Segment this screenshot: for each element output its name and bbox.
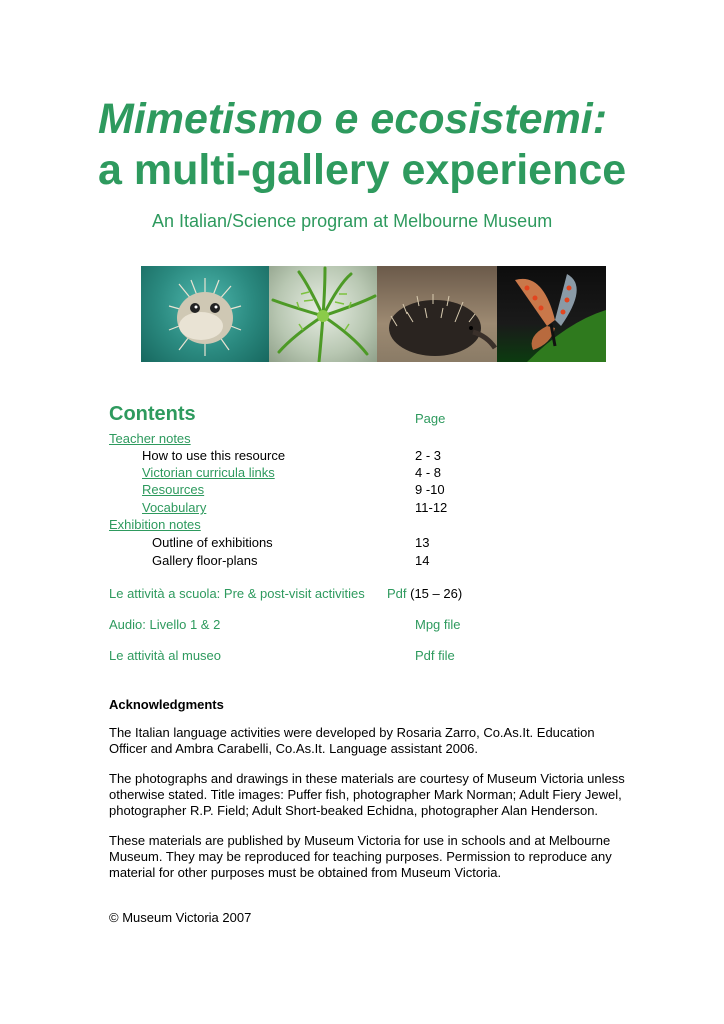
copyright: © Museum Victoria 2007 — [109, 910, 252, 925]
subtitle: An Italian/Science program at Melbourne Museum — [152, 211, 553, 231]
toc-link-teacher-notes[interactable]: Teacher notes — [109, 431, 191, 446]
toc-page-curricula: 4 - 8 — [415, 465, 442, 480]
toc-link-curricula[interactable]: Victorian curricula links — [142, 465, 275, 480]
ack-paragraph-1: The Italian language activities were developed by Rosaria Zarro, Co.As.It. Education Officer and Ambra Carabelli, Co.As.It. Language assistant 2006. — [109, 725, 595, 756]
acknowledgments-heading: Acknowledgments — [109, 697, 224, 712]
toc-page-vocabulary: 11-12 — [415, 500, 448, 515]
page-column-heading: Page — [415, 411, 446, 426]
puffer-fish-image — [141, 266, 269, 362]
pdf-label[interactable]: Pdf — [387, 586, 407, 601]
toc-link-resources[interactable]: Resources — [142, 482, 205, 497]
toc-item-outline: Outline of exhibitions — [152, 535, 273, 550]
toc-file-attivita-museo[interactable]: Pdf file — [415, 648, 455, 663]
toc-item-attivita-scuola[interactable]: Le attività a scuola: Pre & post-visit activities — [109, 586, 365, 601]
butterfly-image — [497, 266, 606, 362]
toc-file-audio[interactable]: Mpg file — [415, 617, 461, 632]
ack-paragraph-2: The photographs and drawings in these materials are courtesy of Museum Victoria unless otherwise stated. Title images: Puffer fish, photographer Mark Norman; Adult Fiery Jewel, photographer R.P. Field; Adult Short-beaked Echidna, photographer Alan Henderson. — [109, 771, 625, 818]
fern-image — [269, 266, 377, 362]
toc-item-attivita-museo[interactable]: Le attività al museo — [109, 648, 222, 663]
toc-item-floor-plans: Gallery floor-plans — [152, 553, 258, 568]
toc-link-vocabulary[interactable]: Vocabulary — [142, 500, 207, 515]
ack-paragraph-3: These materials are published by Museum Victoria for use in schools and at Melbourne Museum. They may be reproduced for teaching purposes. Permission to reproduce any material for other purposes must be obtained from Museum Victoria. — [109, 833, 612, 880]
echidna-image — [377, 266, 497, 362]
toc-item-how-to-use: How to use this resource — [142, 448, 286, 463]
toc-page-attivita-scuola — [387, 586, 462, 602]
toc-page-how-to-use: 2 - 3 — [415, 448, 442, 463]
title-line-1: Mimetismo e ecosistemi: — [98, 95, 608, 143]
contents-heading: Contents — [109, 403, 196, 425]
toc-page-floor-plans: 14 — [415, 553, 430, 568]
toc-page-outline: 13 — [415, 535, 430, 550]
toc-item-audio[interactable]: Audio: Livello 1 & 2 — [109, 617, 221, 632]
title-line-2: a multi-gallery experience — [98, 146, 627, 194]
toc-page-resources: 9 -10 — [415, 482, 445, 497]
toc-link-exhibition-notes[interactable]: Exhibition notes — [109, 517, 201, 532]
page-range: (15 – 26) — [406, 586, 463, 601]
title-image-strip — [141, 266, 606, 362]
document-title — [98, 94, 626, 196]
